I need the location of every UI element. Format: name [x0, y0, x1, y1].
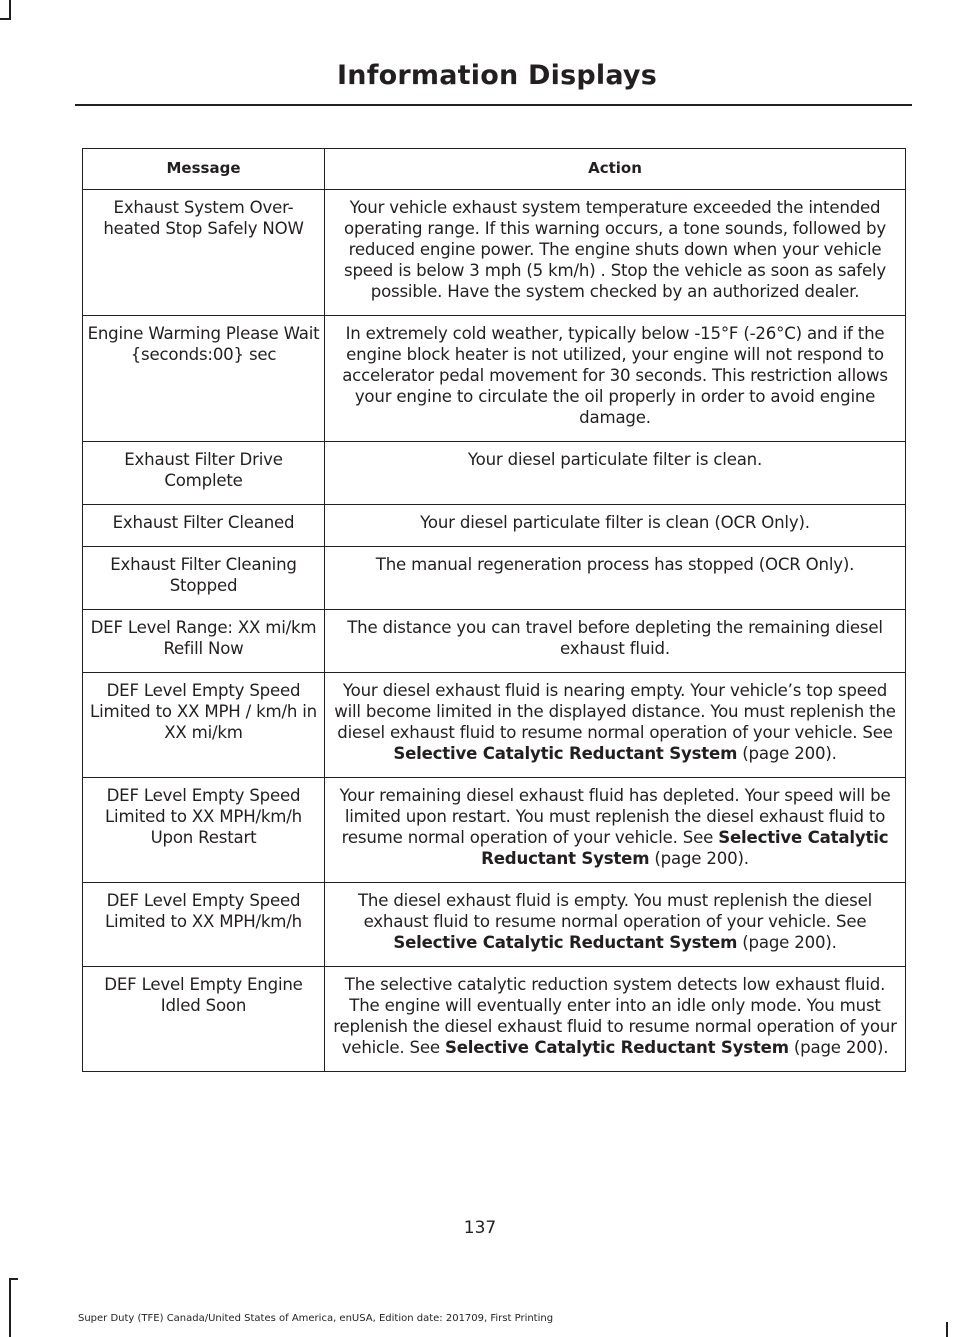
message-cell: Exhaust System Over-heated Stop Safely NOW — [83, 190, 325, 316]
table-header-row — [83, 149, 906, 190]
action-cell: The manual regeneration process has stopped (OCR Only). — [325, 547, 906, 610]
action-text: The diesel exhaust fluid is empty. You must replenish the diesel exhaust fluid to resume normal operation of your vehicle. See — [357, 891, 873, 931]
cross-reference-link[interactable]: Selective Catalytic Reductant System — [393, 933, 738, 952]
table-row — [83, 190, 906, 316]
edition-footer: Super Duty (TFE) Canada/United States of America, enUSA, Edition date: 201709, First Printing — [78, 1313, 554, 1324]
action-cell: Your diesel particulate filter is clean (OCR Only). — [325, 505, 906, 547]
table-row — [83, 316, 906, 442]
table-row — [83, 778, 906, 883]
action-cell: In extremely cold weather, typically below -15°F (-26°C) and if the engine block heater is not utilized, your engine will not respond to accelerator pedal movement for 30 seconds. This restriction allows your engine to circulate the oil properly in order to avoid engine damage. — [325, 316, 906, 442]
crop-mark-bottom-left — [9, 1278, 11, 1337]
cross-reference-link[interactable]: Selective Catalytic Reductant System — [481, 828, 889, 868]
action-cell — [325, 883, 906, 967]
page-number: 137 — [463, 1218, 497, 1238]
action-cell — [325, 673, 906, 778]
action-cell — [325, 778, 906, 883]
page-reference: (page 200). — [742, 744, 837, 763]
cross-reference-link[interactable]: Selective Catalytic Reductant System — [444, 1038, 789, 1057]
message-cell: DEF Level Empty Speed Limited to XX MPH/km/h Upon Restart — [83, 778, 325, 883]
message-cell: Exhaust Filter Drive Complete — [83, 442, 325, 505]
table-row — [83, 673, 906, 778]
table-row — [83, 547, 906, 610]
message-cell: Exhaust Filter Cleaning Stopped — [83, 547, 325, 610]
message-cell: Exhaust Filter Cleaned — [83, 505, 325, 547]
message-cell: DEF Level Empty Engine Idled Soon — [83, 967, 325, 1072]
column-header-message: Message — [83, 149, 325, 190]
page-reference: (page 200). — [742, 933, 837, 952]
table-row — [83, 442, 906, 505]
table-row — [83, 967, 906, 1072]
title-divider — [75, 104, 912, 106]
action-cell — [325, 967, 906, 1072]
page-title: Information Displays — [337, 60, 657, 91]
crop-mark-top-left-h — [0, 18, 11, 20]
action-text: Your remaining diesel exhaust fluid has depleted. Your speed will be limited upon restart. You must replenish the diesel exhaust fluid to resume normal operation of your vehicle. See — [339, 786, 891, 847]
action-cell: Your diesel particulate filter is clean. — [325, 442, 906, 505]
messages-table — [82, 148, 906, 1072]
crop-mark-bottom-right — [946, 1322, 948, 1337]
cross-reference-link[interactable]: Selective Catalytic Reductant System — [393, 744, 738, 763]
page-reference: (page 200). — [793, 1038, 889, 1057]
message-cell: Engine Warming Please Wait {seconds:00} sec — [83, 316, 325, 442]
crop-mark-top-left — [9, 0, 11, 20]
action-text: Your diesel exhaust fluid is nearing empty. Your vehicle’s top speed will become limited in the displayed distance. You must replenish the diesel exhaust fluid to resume normal operation of your vehicle. See — [334, 681, 896, 742]
page-reference: (page 200). — [654, 849, 749, 868]
table-row — [83, 610, 906, 673]
message-cell: DEF Level Empty Speed Limited to XX MPH / km/h in XX mi/km — [83, 673, 325, 778]
action-cell: The distance you can travel before depleting the remaining diesel exhaust fluid. — [325, 610, 906, 673]
message-cell: DEF Level Range: XX mi/km Refill Now — [83, 610, 325, 673]
action-cell: Your vehicle exhaust system temperature exceeded the intended operating range. If this warning occurs, a tone sounds, followed by reduced engine power. The engine shuts down when your vehicle speed is below 3 mph (5 km/h) . Stop the vehicle as soon as safely possible. Have the system checked by an authorized dealer. — [325, 190, 906, 316]
column-header-action: Action — [325, 149, 906, 190]
crop-mark-bottom-left-h — [9, 1278, 18, 1280]
message-cell: DEF Level Empty Speed Limited to XX MPH/km/h — [83, 883, 325, 967]
table-row — [83, 505, 906, 547]
table-row — [83, 883, 906, 967]
action-text: The selective catalytic reduction system detects low exhaust fluid. The engine will eventually enter into an idle only mode. You must replenish the diesel exhaust fluid to resume normal operation of your vehicle. See — [333, 975, 897, 1057]
